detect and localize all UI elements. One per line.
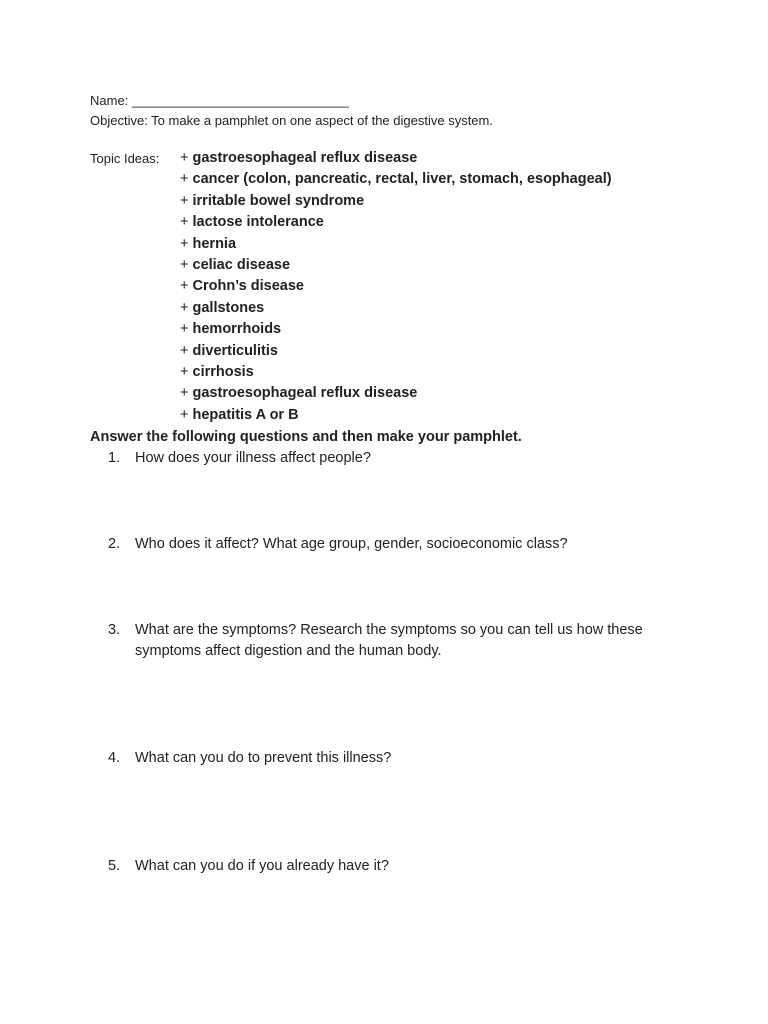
plus-bullet: + <box>180 406 193 423</box>
topic-item-text: gallstones <box>192 299 265 316</box>
topic-item-text: hepatitis A or B <box>192 406 299 423</box>
plus-bullet: + <box>180 342 193 359</box>
topic-item <box>180 362 612 383</box>
question-2 <box>108 534 708 555</box>
plus-bullet: + <box>180 385 193 402</box>
question-3 <box>108 620 708 661</box>
question-number: 2. <box>108 536 121 552</box>
topic-item <box>180 191 612 212</box>
question-number: 3. <box>108 622 121 638</box>
topic-item <box>180 319 612 340</box>
plus-bullet: + <box>180 171 193 188</box>
plus-bullet: + <box>180 278 193 295</box>
topic-item-text: celiac disease <box>192 256 291 273</box>
instructions-heading: Answer the following questions and then make your pamphlet. <box>90 429 522 445</box>
question-1 <box>108 448 708 469</box>
topic-item <box>180 148 612 169</box>
plus-bullet: + <box>180 192 193 209</box>
plus-bullet: + <box>180 214 193 231</box>
question-5 <box>108 856 708 877</box>
plus-bullet: + <box>180 235 193 252</box>
question-number: 1. <box>108 450 121 466</box>
topic-item <box>180 234 612 255</box>
topic-item-text: gastroesophageal reflux disease <box>192 385 418 402</box>
topic-ideas-list <box>180 148 612 426</box>
topic-item-text: hernia <box>192 235 237 252</box>
topic-item <box>180 169 612 190</box>
topic-item <box>180 298 612 319</box>
plus-bullet: + <box>180 321 193 338</box>
topic-item-text: lactose intolerance <box>192 214 324 231</box>
topic-ideas-label: Topic Ideas: <box>90 151 160 166</box>
topic-item-text: hemorrhoids <box>192 321 282 338</box>
topic-item <box>180 405 612 426</box>
topic-item-text: cancer (colon, pancreatic, rectal, liver, stomach, esophageal) <box>192 171 612 188</box>
question-text: What can you do to prevent this illness? <box>135 750 392 766</box>
topic-item-text: diverticulitis <box>192 342 278 359</box>
topic-item-text: gastroesophageal reflux disease <box>192 150 418 166</box>
question-text: How does your illness affect people? <box>135 450 371 466</box>
question-4 <box>108 748 708 769</box>
topic-item <box>180 383 612 404</box>
question-text: Who does it affect? What age group, gender, socioeconomic class? <box>135 536 568 552</box>
plus-bullet: + <box>180 150 193 166</box>
topic-item-text: cirrhosis <box>192 363 254 380</box>
topic-item <box>180 212 612 233</box>
question-text: What can you do if you already have it? <box>135 858 389 874</box>
name-field-line: Name: ______________________________ <box>90 93 349 108</box>
plus-bullet: + <box>180 299 193 316</box>
question-text: What are the symptoms? Research the symptoms so you can tell us how these symptoms affect digestion and the human body. <box>135 622 643 659</box>
question-number: 5. <box>108 858 121 874</box>
objective-text: Objective: To make a pamphlet on one aspect of the digestive system. <box>90 113 493 128</box>
plus-bullet: + <box>180 256 193 273</box>
topic-item <box>180 276 612 297</box>
topic-item <box>180 341 612 362</box>
question-number: 4. <box>108 750 121 766</box>
topic-item-text: irritable bowel syndrome <box>192 192 365 209</box>
topic-item <box>180 255 612 276</box>
topic-item-text: Crohn’s disease <box>192 278 304 295</box>
plus-bullet: + <box>180 363 193 380</box>
